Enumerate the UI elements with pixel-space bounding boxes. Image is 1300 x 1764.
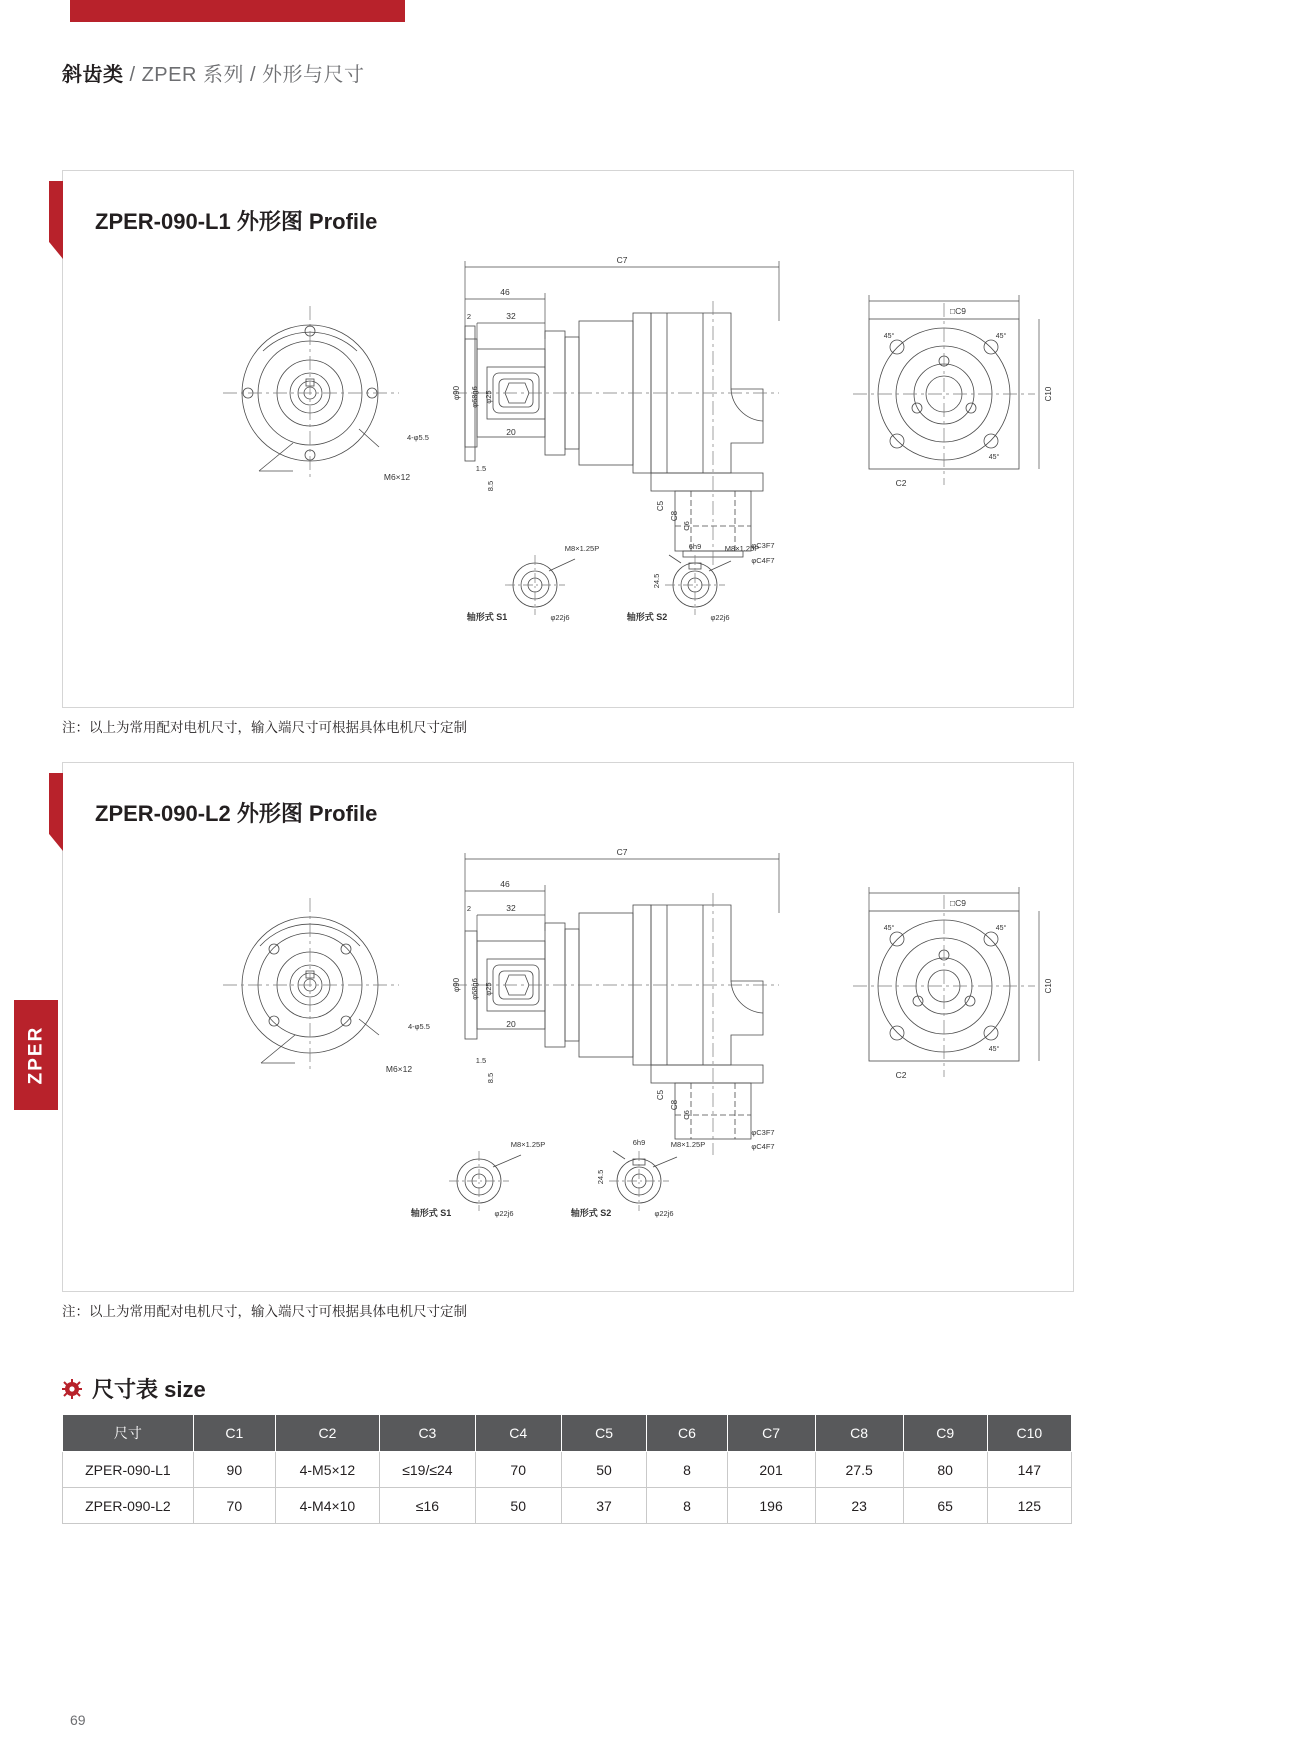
dim-c3-l1: φC3F7 xyxy=(751,541,775,550)
dim-c4-l2: φC4F7 xyxy=(751,1142,775,1151)
label-m6-l2: M6×12 xyxy=(385,1064,413,1074)
cell-1-1: 70 xyxy=(193,1488,275,1524)
breadcrumb xyxy=(62,58,365,87)
dim-keylen-l1: 24.5 xyxy=(652,573,661,589)
drawing-l2 xyxy=(63,763,1071,1289)
size-table-heading xyxy=(62,1373,206,1404)
dim-2-l1: 2 xyxy=(466,312,472,321)
cell-0-9: 80 xyxy=(903,1452,987,1488)
dim-20-l1: 20 xyxy=(506,427,516,437)
label-shaft-dia-s1-l2: φ22j6 xyxy=(494,1209,514,1218)
col-header-7: C7 xyxy=(727,1415,815,1452)
breadcrumb-separator-2: / xyxy=(249,64,257,86)
dim-46-l1: 46 xyxy=(500,287,510,297)
dim-85-l1: 8.5 xyxy=(486,480,495,492)
deg45c-l2: 45° xyxy=(988,1046,1000,1053)
label-shaft-s1-l2: 轴形式 S1 xyxy=(410,1208,452,1218)
dim-c5-l2: C5 xyxy=(656,1089,665,1101)
cell-0-8: 27.5 xyxy=(815,1452,903,1488)
drawing-l1 xyxy=(63,171,1071,705)
deg45a-l1: 45° xyxy=(883,333,895,340)
dim-c8-l1: C8 xyxy=(670,510,679,522)
cell-1-10: 125 xyxy=(987,1488,1071,1524)
label-m8-s2-l2: M8×1.25P xyxy=(670,1140,706,1149)
dim-32-l1: 32 xyxy=(506,311,516,321)
panel-title-l1: ZPER-090-L1 外形图 Profile xyxy=(95,209,378,234)
dim-46-l2: 46 xyxy=(500,879,510,889)
dim-c6-l1: C6 xyxy=(682,521,691,531)
dim-c9-l2: □C9 xyxy=(950,898,966,908)
profile-panel-l2 xyxy=(62,762,1074,1292)
label-shaft-dia-s2-l2: φ22j6 xyxy=(654,1209,674,1218)
col-header-5: C5 xyxy=(561,1415,647,1452)
cell-0-0: ZPER-090-L1 xyxy=(63,1452,194,1488)
dim-dia25-l2: φ25 xyxy=(484,982,493,996)
size-table xyxy=(62,1414,1072,1524)
dim-c5-l1: C5 xyxy=(656,500,665,512)
cell-1-3: ≤16 xyxy=(380,1488,476,1524)
col-header-6: C6 xyxy=(647,1415,727,1452)
note-l1: 注：以上为常用配对电机尺寸，输入端尺寸可根据具体电机尺寸定制 xyxy=(62,720,467,735)
label-shaft-s1-l1: 轴形式 S1 xyxy=(466,612,508,622)
dim-dia90-l1: φ90 xyxy=(452,385,461,401)
table-row xyxy=(63,1488,1072,1524)
dim-15-l2: 1.5 xyxy=(475,1056,487,1065)
cell-0-1: 90 xyxy=(193,1452,275,1488)
dim-c2-l1: C2 xyxy=(895,478,907,488)
cell-1-8: 23 xyxy=(815,1488,903,1524)
panel-title-l2: ZPER-090-L2 外形图 Profile xyxy=(95,801,378,826)
table-row xyxy=(63,1452,1072,1488)
label-m8-s1-l1: M8×1.25P xyxy=(564,544,600,553)
dim-dia68-l2: φ68g6 xyxy=(470,978,479,1000)
col-header-3: C3 xyxy=(380,1415,476,1452)
breadcrumb-part-3: 外形与尺寸 xyxy=(262,64,365,86)
deg45c-l1: 45° xyxy=(988,454,1000,461)
dim-15-l1: 1.5 xyxy=(475,464,487,473)
top-accent-bar xyxy=(70,0,405,22)
col-header-4: C4 xyxy=(475,1415,561,1452)
cell-1-7: 196 xyxy=(727,1488,815,1524)
label-shaft-dia-s1-l1: φ22j6 xyxy=(550,613,570,622)
col-header-2: C2 xyxy=(275,1415,379,1452)
dim-20-l2: 20 xyxy=(506,1019,516,1029)
panel-flag-l1 xyxy=(49,181,63,259)
label-key-l2: 6h9 xyxy=(632,1138,646,1147)
dim-c10-l2: C10 xyxy=(1044,978,1053,994)
dim-2-l2: 2 xyxy=(466,904,472,913)
cell-1-9: 65 xyxy=(903,1488,987,1524)
breadcrumb-separator-1: / xyxy=(129,64,136,86)
cell-0-6: 8 xyxy=(647,1452,727,1488)
dim-c8-l2: C8 xyxy=(670,1099,679,1111)
side-tab-zper xyxy=(14,1000,58,1110)
label-m6-l1: M6×12 xyxy=(383,472,411,482)
dim-c10-l1: C10 xyxy=(1044,386,1053,402)
dim-c7-l1: C7 xyxy=(616,255,628,265)
cell-0-10: 147 xyxy=(987,1452,1071,1488)
deg45a-l2: 45° xyxy=(883,925,895,932)
deg45b-l1: 45° xyxy=(995,333,1007,340)
dim-c3-l2: φC3F7 xyxy=(751,1128,775,1137)
label-shaft-s2-l2: 轴形式 S2 xyxy=(570,1208,612,1218)
label-bolt-dia-l1: 4-φ5.5 xyxy=(407,433,429,442)
side-tab-label: ZPER xyxy=(25,1025,46,1085)
dim-dia68-l1: φ68g6 xyxy=(470,386,479,408)
cell-0-4: 70 xyxy=(475,1452,561,1488)
dim-c4-l1: φC4F7 xyxy=(751,556,775,565)
dim-dia25-l1: φ25 xyxy=(484,390,493,404)
cell-1-0: ZPER-090-L2 xyxy=(63,1488,194,1524)
col-header-1: C1 xyxy=(193,1415,275,1452)
breadcrumb-part-1: 斜齿类 xyxy=(62,64,124,86)
page-number: 69 xyxy=(70,1712,86,1728)
dim-85-l2: 8.5 xyxy=(486,1072,495,1084)
label-m8-s2-l1: M8×1.25P xyxy=(724,544,760,553)
cell-0-3: ≤19/≤24 xyxy=(380,1452,476,1488)
label-key-l1: 6h9 xyxy=(688,542,702,551)
gear-icon xyxy=(62,1379,82,1399)
label-m8-s1-l2: M8×1.25P xyxy=(510,1140,546,1149)
cell-0-5: 50 xyxy=(561,1452,647,1488)
cell-1-5: 37 xyxy=(561,1488,647,1524)
dim-keylen-l2: 24.5 xyxy=(596,1169,605,1185)
label-shaft-dia-s2-l1: φ22j6 xyxy=(710,613,730,622)
cell-0-7: 201 xyxy=(727,1452,815,1488)
dim-dia90-l2: φ90 xyxy=(452,977,461,993)
profile-panel-l1 xyxy=(62,170,1074,708)
table-header-row xyxy=(63,1415,1072,1452)
label-bolt-dia-l2: 4-φ5.5 xyxy=(408,1022,430,1031)
dim-c9-l1: □C9 xyxy=(950,306,966,316)
col-header-10: C10 xyxy=(987,1415,1071,1452)
dim-c6-l2: C6 xyxy=(682,1110,691,1120)
dim-c7-l2: C7 xyxy=(616,847,628,857)
col-header-8: C8 xyxy=(815,1415,903,1452)
label-shaft-s2-l1: 轴形式 S2 xyxy=(626,612,668,622)
cell-0-2: 4-M5×12 xyxy=(275,1452,379,1488)
panel-flag-l2 xyxy=(49,773,63,851)
size-table-title: 尺寸表 size xyxy=(92,1377,206,1402)
note-l2: 注：以上为常用配对电机尺寸，输入端尺寸可根据具体电机尺寸定制 xyxy=(62,1304,467,1319)
dim-32-l2: 32 xyxy=(506,903,516,913)
deg45b-l2: 45° xyxy=(995,925,1007,932)
cell-1-2: 4-M4×10 xyxy=(275,1488,379,1524)
cell-1-6: 8 xyxy=(647,1488,727,1524)
dim-c2-l2: C2 xyxy=(895,1070,907,1080)
cell-1-4: 50 xyxy=(475,1488,561,1524)
breadcrumb-part-2: ZPER 系列 xyxy=(141,64,244,86)
col-header-9: C9 xyxy=(903,1415,987,1452)
col-header-0: 尺寸 xyxy=(63,1415,194,1452)
